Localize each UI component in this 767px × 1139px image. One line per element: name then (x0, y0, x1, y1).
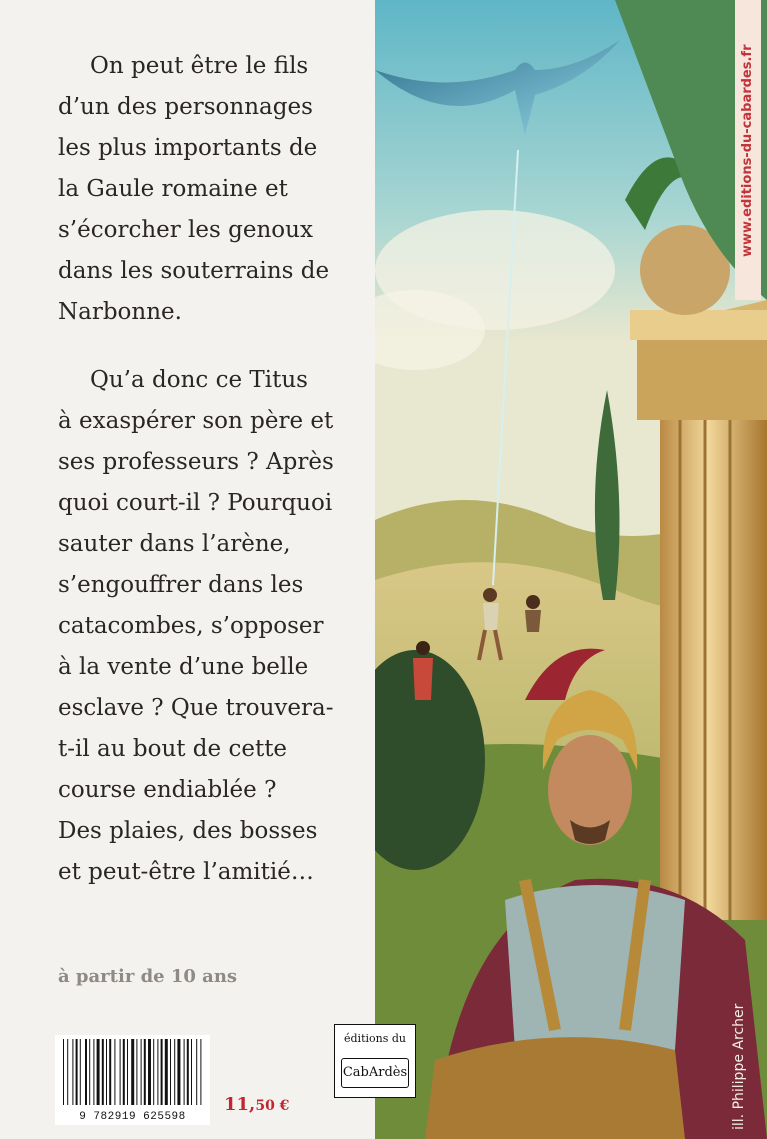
publisher-logo-line1: éditions du (344, 1032, 406, 1045)
barcode-bar (93, 1039, 94, 1105)
barcode-bar (131, 1039, 134, 1105)
blurb-line: s’écorcher les genoux (58, 217, 313, 243)
blurb-line: Narbonne. (58, 299, 182, 325)
blurb-line: s’engouffrer dans les (58, 572, 304, 598)
barcode-bar (161, 1039, 163, 1105)
blurb-line: dans les souterrains de (58, 258, 330, 284)
publisher-logo-name: CabArdès (341, 1058, 409, 1088)
barcode-bar (85, 1039, 87, 1105)
barcode-bar (114, 1039, 115, 1105)
barcode-bar (102, 1039, 104, 1105)
barcode-bar (89, 1039, 90, 1105)
barcode-bar (170, 1039, 171, 1105)
barcode-bar (184, 1039, 185, 1105)
cover-illustration (375, 0, 767, 1139)
barcode-bar (196, 1039, 197, 1105)
isbn-barcode (55, 1035, 210, 1125)
barcode-bar (165, 1039, 168, 1105)
price-main: 11, (224, 1094, 256, 1115)
barcode-bar (144, 1039, 146, 1105)
blurb-line: esclave ? Que trouvera- (58, 695, 334, 721)
illustrator-credit: ill. Philippe Archer (731, 1003, 747, 1130)
publisher-logo (334, 1024, 416, 1098)
barcode-bar (109, 1039, 111, 1105)
barcode-bar (141, 1039, 142, 1105)
barcode-bar (136, 1039, 137, 1105)
blurb-line: course endiablée ? (58, 777, 277, 803)
blurb-line: sauter dans l’arène, (58, 531, 291, 557)
price-cents: 50 € (255, 1098, 290, 1114)
barcode-bar (191, 1039, 192, 1105)
blurb-line: On peut être le fils (90, 53, 309, 79)
blurb-line: d’un des personnages (58, 94, 313, 120)
blurb-line: t-il au bout de cette (58, 736, 288, 762)
roman-scene-illustration (375, 0, 767, 1139)
blurb-line: Qu’a donc ce Titus (90, 367, 308, 393)
age-recommendation: à partir de 10 ans (58, 966, 238, 987)
barcode-bar (174, 1039, 175, 1105)
blurb-line: la Gaule romaine et (58, 176, 288, 202)
barcode-bar (76, 1039, 78, 1105)
blurb-line: quoi court-il ? Pourquoi (58, 490, 333, 516)
barcode-bar (97, 1039, 100, 1105)
blurb-line: catacombes, s’opposer (58, 613, 324, 639)
barcode-bar (63, 1039, 64, 1105)
barcode-bar (127, 1039, 128, 1105)
blurb-paragraph-2 (58, 360, 358, 893)
price (224, 1094, 289, 1115)
blurb-line: à la vente d’une belle (58, 654, 309, 680)
blurb-line: et peut-être l’amitié… (58, 859, 314, 885)
blurb-line: Des plaies, des bosses (58, 818, 318, 844)
publisher-website[interactable]: www.editions-du-cabardes.fr (740, 44, 755, 258)
blurb-line: ses professeurs ? Après (58, 449, 334, 475)
blurb-line: les plus importants de (58, 135, 318, 161)
barcode-bar (157, 1039, 158, 1105)
isbn-number: 9 782919 625598 (79, 1111, 186, 1123)
barcode-bar (177, 1039, 180, 1105)
barcode-bar (106, 1039, 107, 1105)
barcode-bar (123, 1039, 125, 1105)
barcode-bar (187, 1039, 189, 1105)
barcode-bar (72, 1039, 73, 1105)
barcode-bar (80, 1039, 81, 1105)
back-cover-text-panel (0, 0, 375, 1139)
blurb-line: à exaspérer son père et (58, 408, 334, 434)
barcode-bar (153, 1039, 154, 1105)
barcode-bar (67, 1039, 68, 1105)
barcode-bars (55, 1035, 210, 1109)
barcode-bar (148, 1039, 151, 1105)
barcode-bar (120, 1039, 121, 1105)
blurb-paragraph-1 (58, 46, 358, 333)
barcode-bar (200, 1039, 201, 1105)
